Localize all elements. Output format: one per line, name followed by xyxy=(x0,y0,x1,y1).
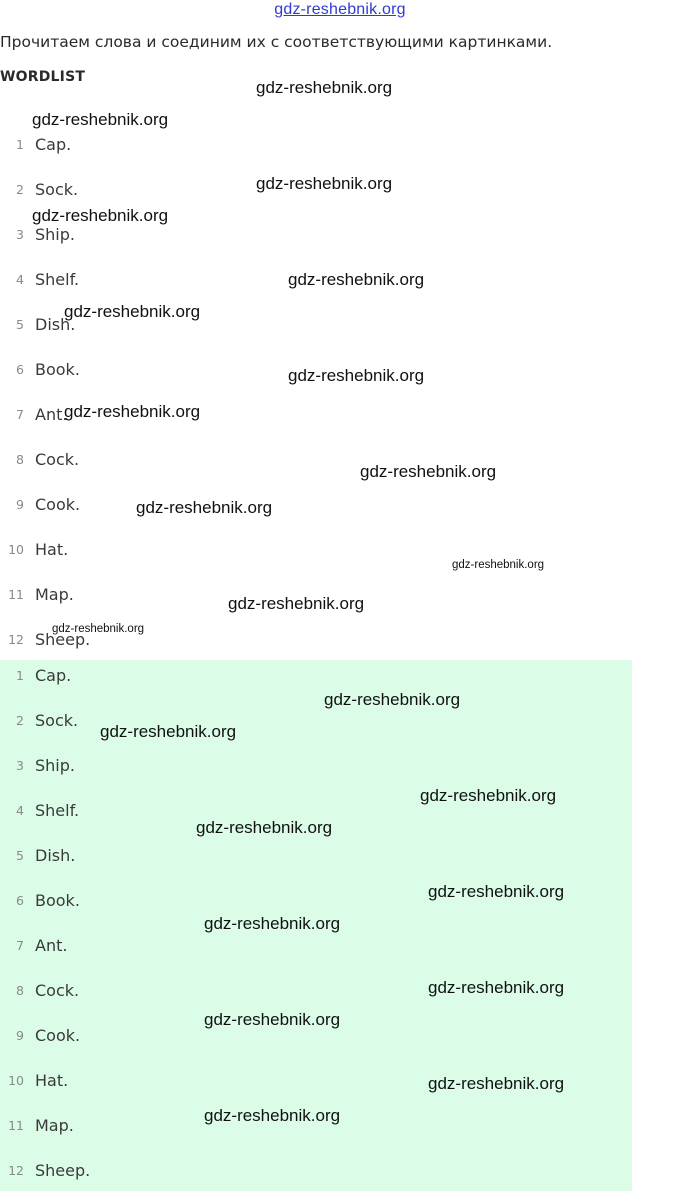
item-number: 9 xyxy=(16,1028,24,1043)
item-number: 8 xyxy=(16,983,24,998)
item-word: Ship. xyxy=(35,756,75,775)
item-word: Sheep. xyxy=(35,1161,91,1180)
wordlist xyxy=(0,124,680,664)
item-number: 1 xyxy=(16,137,24,152)
watermark: gdz-reshebnik.org xyxy=(428,882,565,901)
item-number: 11 xyxy=(8,587,24,602)
watermark: gdz-reshebnik.org xyxy=(256,78,393,97)
list-item xyxy=(0,484,680,529)
item-number: 7 xyxy=(16,938,24,953)
list-item xyxy=(0,700,632,745)
item-word: Sheep. xyxy=(35,630,91,649)
item-word: Cook. xyxy=(35,495,81,514)
item-word: Dish. xyxy=(35,846,76,865)
watermark: gdz-reshebnik.org xyxy=(52,623,145,635)
watermark: gdz-reshebnik.org xyxy=(428,978,565,997)
watermark: gdz-reshebnik.org xyxy=(256,174,393,193)
item-word: Cap. xyxy=(35,135,72,154)
list-item xyxy=(0,835,632,880)
item-number: 10 xyxy=(8,1073,24,1088)
list-item xyxy=(0,1150,632,1195)
watermark: gdz-reshebnik.org xyxy=(196,818,333,837)
item-word: Dish. xyxy=(35,315,76,334)
item-word: Hat. xyxy=(35,1071,69,1090)
list-item xyxy=(0,745,632,790)
item-number: 1 xyxy=(16,668,24,683)
item-word: Ant. xyxy=(35,405,68,424)
list-item xyxy=(0,655,632,700)
watermark: gdz-reshebnik.org xyxy=(204,914,341,933)
item-word: Cock. xyxy=(35,450,80,469)
item-number: 5 xyxy=(16,848,24,863)
watermark: gdz-reshebnik.org xyxy=(64,402,201,421)
item-number: 6 xyxy=(16,362,24,377)
watermark: gdz-reshebnik.org xyxy=(288,366,425,385)
watermark: gdz-reshebnik.org xyxy=(204,1010,341,1029)
wordlist-heading: WORDLIST xyxy=(0,69,86,85)
watermark: gdz-reshebnik.org xyxy=(204,1106,341,1125)
item-number: 4 xyxy=(16,803,24,818)
watermark: gdz-reshebnik.org xyxy=(100,722,237,741)
watermark: gdz-reshebnik.org xyxy=(324,690,461,709)
item-number: 8 xyxy=(16,452,24,467)
list-item xyxy=(0,124,680,169)
item-number: 10 xyxy=(8,542,24,557)
watermark: gdz-reshebnik.org xyxy=(288,270,425,289)
item-word: Ship. xyxy=(35,225,75,244)
item-word: Ant. xyxy=(35,936,68,955)
watermark: gdz-reshebnik.org xyxy=(452,559,545,571)
item-number: 4 xyxy=(16,272,24,287)
item-word: Hat. xyxy=(35,540,69,559)
item-word: Cook. xyxy=(35,1026,81,1045)
watermark: gdz-reshebnik.org xyxy=(136,498,273,517)
item-number: 6 xyxy=(16,893,24,908)
item-number: 12 xyxy=(8,1163,24,1178)
item-word: Cock. xyxy=(35,981,80,1000)
item-word: Shelf. xyxy=(35,270,80,289)
item-number: 3 xyxy=(16,758,24,773)
item-word: Map. xyxy=(35,585,74,604)
watermark: gdz-reshebnik.org xyxy=(32,110,169,129)
item-word: Sock. xyxy=(35,711,79,730)
item-word: Book. xyxy=(35,360,80,379)
watermark: gdz-reshebnik.org xyxy=(360,462,497,481)
item-word: Cap. xyxy=(35,666,72,685)
item-word: Book. xyxy=(35,891,80,910)
item-word: Map. xyxy=(35,1116,74,1135)
item-number: 2 xyxy=(16,182,24,197)
item-number: 2 xyxy=(16,713,24,728)
task-instruction: Прочитаем слова и соединим их с соответствующими картинками. xyxy=(0,33,553,51)
watermark: gdz-reshebnik.org xyxy=(64,302,201,321)
watermark: gdz-reshebnik.org xyxy=(228,594,365,613)
item-number: 11 xyxy=(8,1118,24,1133)
watermark: gdz-reshebnik.org xyxy=(32,206,169,225)
item-word: Shelf. xyxy=(35,801,80,820)
list-item xyxy=(0,529,680,574)
item-number: 9 xyxy=(16,497,24,512)
item-word: Sock. xyxy=(35,180,79,199)
watermark: gdz-reshebnik.org xyxy=(428,1074,565,1093)
item-number: 12 xyxy=(8,632,24,647)
watermark: gdz-reshebnik.org xyxy=(420,786,557,805)
item-number: 3 xyxy=(16,227,24,242)
item-number: 7 xyxy=(16,407,24,422)
list-item xyxy=(0,439,680,484)
site-link[interactable]: gdz-reshebnik.org xyxy=(274,1,406,18)
item-number: 5 xyxy=(16,317,24,332)
